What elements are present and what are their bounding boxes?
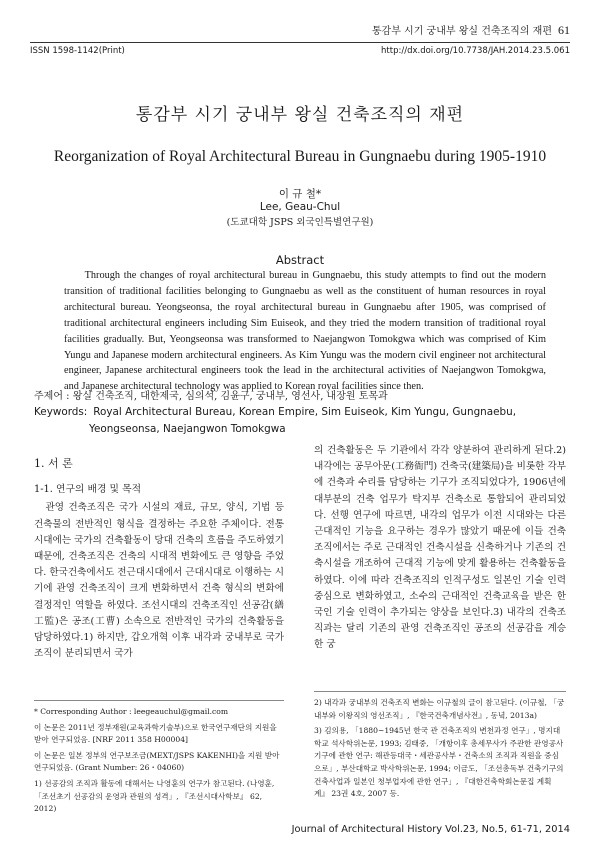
keywords-line-1: Royal Architectural Bureau, Korean Empire, Sim Euiseok, Kim Yungu, Gungnaebu, [93,406,516,418]
author-english: Lee, Geau-Chul [259,201,341,213]
footnote-rule [314,691,566,692]
subsection-heading: 1-1. 연구의 배경 및 목적 [34,484,142,496]
running-title: 통감부 시기 궁내부 왕실 건축조직의 재편 [371,26,552,37]
footnotes-left [34,706,284,819]
body-column-right [314,443,566,654]
keywords-english [34,404,566,438]
journal-footer: Journal of Architectural History Vol.23, No.5, 61-71, 2014 [291,824,570,835]
issn-label: ISSN 1598-1142(Print) [30,46,125,56]
page-number: 61 [558,23,570,37]
doi-link[interactable]: http://dx.doi.org/10.7738/JAH.2014.23.5.061 [381,46,570,56]
footnotes-right [314,697,566,804]
author-affiliation: (도쿄대학 JSPS 외국인특별연구원) [226,217,374,228]
body-paragraph: 관영 건축조직은 국가 시설의 재료, 규모, 양식, 기법 등 건축물의 전반적인 형식을 결정하는 주요한 주체이다. 전통시대에는 국가의 건축활동이 당대 건축의 흐름을 주도하였기 때문에, 건축조직은 건축의 시대적 변화에도 큰 영향을 주었다. 한국건축에서도 전근대시대에서 근대시대로 이행하는 시기에 관영 건축조직이 크게 변화하면서 건축 형식의 변화에 결정적인 역할을 하였다. 조선시대의 건축조직인 선공감(繕工監)은 공조(工曹) 소속으로 전반적인 국가의 건축활동을 담당하였다.1) 하지만, 갑오개혁 이후 내각과 궁내부로 국가조직이 분리되면서 국가 [34,502,284,660]
abstract-text: Through the changes of royal architectural bureau in Gungnaebu, this study attempts to find out the modern transition of traditional facilities belonging to Gungnaebu as well as the constituent of human resources in royal architectural bureau. Yeongseonsa, the royal architectural bureau in Gungnaebu after 1905, was comprised of traditional architectural engineers including Sim Euiseok, and they tried the modern transition of traditional royal facilities gradually. But, Yeongseonsa was transformed to Naejangwon Tomokgwa which was comprised of Kim Yungu and Japanese modern architectural engineers. As Kim Yungu was the modern civil engineer not architectural engineer, Japanese architectural engineers took the lead in the architectural activities of Naejangwon Tomokgwa, and Japanese architectural technology was applied to Korean royal facilities since then. [64,270,546,393]
keywords-line-2: Yeongseonsa, Naejangwon Tomokgwa [89,423,286,435]
title-korean: 통감부 시기 궁내부 왕실 건축조직의 재편 [135,105,465,125]
header-rule [30,42,570,43]
footnote-funding-jsps: 이 논문은 일본 정부의 연구보조금(MEXT/JSPS KAKENHI)을 지원 받아 연구되었음. (Grant Number: 26・04060) [34,750,280,773]
running-head [372,22,570,38]
keywords-korean: 주제어 : 왕실 건축조직, 대한제국, 심의석, 김윤구, 궁내부, 영선사, 내장원 토목과 [34,391,388,402]
section-heading: 1. 서 론 [34,457,73,470]
footnote-1: 1) 선공감의 조직과 활동에 대해서는 나영훈의 연구가 참고된다. (나영훈, 「조선초기 선공감의 운영과 관원의 성격」, 『조선시대사학보』 62, 2012) [34,778,275,814]
footnote-funding-nrf: 이 논문은 2011년 정부재원(교육과학기술부)으로 한국연구재단의 지원을 받아 연구되었음. [NRF 2011 358 H00004] [34,722,277,745]
title-english: Reorganization of Royal Architectural Bureau in Gungnaebu during 1905-1910 [53,148,547,165]
keywords-label: Keywords: [34,406,88,418]
body-paragraph: 의 건축활동은 두 기관에서 각각 양분하여 관리하게 된다.2) 내각에는 공무아문(工務衙門) 건축국(建築局)을 비롯한 각부에 건축과 수리를 담당하는 기구가 조직되었다가, 1906년에 대부분의 건축 업무가 탁지부 건축소로 통합되어 관리되었다. 선행 연구에 따르면, 내각의 업무가 이전 시대와는 다른 근대적인 기능을 요구하는 경우가 많았기 때문에 이들 건축조직에서는 주로 근대적인 건축시설을 신축하거나 기존의 건축시설을 개조하여 근대적 기능에 맞게 활용하는 건축활동을 하였다. 이에 따라 건축조직의 인적구성도 일본인 기술 인력 중심으로 변화하였고, 소수의 근대적인 건축교육을 받은 한국인 기술 인력이 추가되는 양상을 보인다.3) 내각의 건축조직과는 달리 기존의 관영 건축조직인 공조의 선공감을 계승한 궁 [314,445,566,651]
footnote-3: 3) 김의용, 「1880~1945년 한국 관 건축조직의 변천과정 연구」, 명지대학교 석사학위논문, 1993; 김태중, 「개항이후 총세무사가 주관한 관영공사기구에 관한 연구: 해관등대국・세관공사부・건축소의 조직과 직원을 중심으로」, 부산대학교 박사학위논문, 1994; 이금도, 「조선총독부 건축기구의 건축사업과 일본인 청부업자에 관한 연구」, 『대한건축학회논문집 계획계』 23권 4호, 2007 등. [314,726,564,799]
footnote-2: 2) 내각과 궁내부의 건축조직 변화는 이규철의 글이 참고된다. (이규철, 「궁내부와 이왕직의 영선조직」, 『한국건축개념사전』, 동녘, 2013a) [314,698,565,720]
footnote-rule [34,700,284,701]
footnote-corresponding-author: * Corresponding Author : leegeauchul@gmail.com [34,707,229,716]
abstract-heading: Abstract [275,253,325,267]
author-korean: 이 규 철* [278,188,322,200]
body-column-left [34,456,284,662]
